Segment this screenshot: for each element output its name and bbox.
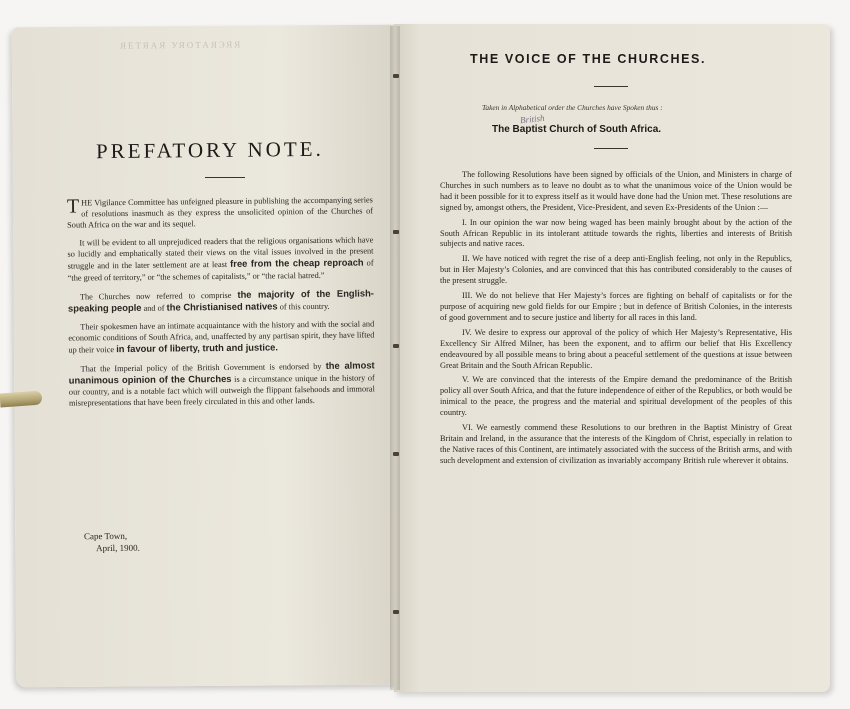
intro-paragraph: The following Resolutions have been signed by officials of the Union, and Ministers in charge of Churches in such numbers as to leave no doubt as to what the unanimous voice of the Union would be had it been possible for it to express itself as it would have done had the Union met. These resolutions are signed by, amongst others, the President, Vice-President, and seven Ex-Presidents of the Union :— [440, 170, 792, 212]
bookmark-ribbon [0, 391, 42, 408]
drop-cap: T [66, 195, 80, 218]
paragraph-text: HE Vigilance Committee has unfeigned pleasure in publishing the accompanying series of resolutions inasmuch as they express the unsolicited opinion of the Churches of South Africa on the war and its sequel. [67, 195, 374, 230]
binding-stitch [393, 452, 399, 456]
prefatory-paragraph [69, 360, 375, 410]
resolution-paragraph: V. We are convinced that the interests of the Empire demand the predominance of the British policy all over South Africa, and that the future independence of either of the Republics, or both would be inimical to the peace, the progress and the material and spiritual development of the peoples of this country. [440, 375, 792, 418]
paragraph-text: of “the greed of territory,” or “the schemes of capitalists,” or “the racial hatred.” [67, 258, 374, 283]
emphasis-text: in favour of liberty, truth and justice. [116, 341, 279, 355]
paragraph-text: That the Imperial policy of the British Government is endorsed by [80, 362, 326, 374]
binding-stitch [393, 230, 399, 234]
prefatory-paragraph [67, 235, 373, 284]
paragraph-text: It will be evident to all unprejudiced readers that the religious organisations which have so lucidly and emphatically stated their views on the vital issues involved in the present struggle and in the later settlement are at least [67, 235, 374, 272]
binding-stitch [393, 344, 399, 348]
resolution-paragraph: III. We do not believe that Her Majesty’s forces are fighting on behalf of capitalists or for the purpose of acquiring new gold fields for our Empire ; but in defence of British Colonies, in the interests of good government and to secure justice and liberty for all races in this land. [440, 291, 792, 322]
heading-rule [594, 148, 628, 149]
paragraph-text: and of [141, 303, 167, 313]
resolutions-body [440, 170, 792, 471]
paragraph-text: Their spokesmen have an intimate acquaintance with the history and with the social and economic conditions of South Africa, and, unaffected by any partisan spirit, they have lifted up their voice [68, 319, 375, 355]
voice-title: THE VOICE OF THE CHURCHES. [470, 52, 707, 66]
prefatory-paragraph [67, 194, 373, 230]
resolution-paragraph: VI. We earnestly commend these Resolutions to our brethren in the Baptist Ministry of Great Britain and Ireland, in the assurance that the interests of the Kingdom of Christ, especially in relation to the Native races of this Continent, are intimately associated with the success of the British arms, and with such development and extension of civilization as invariably accompany British rule wherever it obtains. [440, 423, 792, 465]
alphabetical-note: Taken in Alphabetical order the Churches have Spoken thus : [482, 103, 663, 112]
prefatory-paragraph [68, 318, 374, 355]
paragraph-text: is a circumstance unique in the history of our country, and is a notable fact which will outweigh the flippant falsehoods and immoral misrepresentations that have been freely circulated in this and other lands. [68, 373, 375, 409]
resolution-paragraph: II. We have noticed with regret the rise of a deep anti-English feeling, not only in the Republics, but in Her Majesty’s Colonies, and are convinced that this has contributed considerably to the causes of the present struggle. [440, 254, 792, 286]
church-heading: The Baptist Church of South Africa. [492, 124, 662, 135]
emphasis-text: the Christianised natives [166, 300, 278, 313]
signature-place: Cape Town, [83, 530, 128, 542]
emphasis-text: free from the cheap reproach [230, 256, 364, 270]
prefatory-paragraph [68, 287, 374, 314]
prefatory-body [67, 194, 375, 416]
signature-date: April, 1900. [96, 542, 140, 554]
resolution-paragraph: IV. We desire to express our approval of the policy of which Her Majesty’s Representative, His Excellency Sir Alfred Milner, has been the exponent, and to affirm our belief that His Excellency endeavoured by all possible means to bring about a peaceful settlement of the questions at issue between Great Britain and the South African Republic. [440, 327, 792, 370]
emphasis-text: the almost unanimous opinion of the Churches [68, 359, 375, 386]
paragraph-text: The Churches now referred to comprise [79, 290, 238, 302]
signature-block [84, 530, 140, 555]
title-rule [205, 177, 245, 178]
resolution-paragraph: I. In our opinion the war now being waged has been mainly brought about by the action of the South African Republic in its intolerant attitude towards the rights, liberties and interests of British subjects and native races. [440, 217, 792, 249]
emphasis-text: the majority of the English-speaking people [67, 287, 374, 314]
book-gutter [390, 26, 400, 690]
binding-stitch [393, 74, 399, 78]
handwritten-annotation: British [519, 112, 545, 126]
resolutions-list [440, 218, 792, 467]
binding-stitch [393, 610, 399, 614]
title-rule [594, 86, 628, 87]
bleed-through-text: ЯЕТЯАЯ УЯОТАЯЭЯЯ [119, 39, 243, 51]
prefatory-title: PREFATORY NOTE. [95, 136, 324, 164]
paragraph-text: of this country. [277, 301, 330, 312]
